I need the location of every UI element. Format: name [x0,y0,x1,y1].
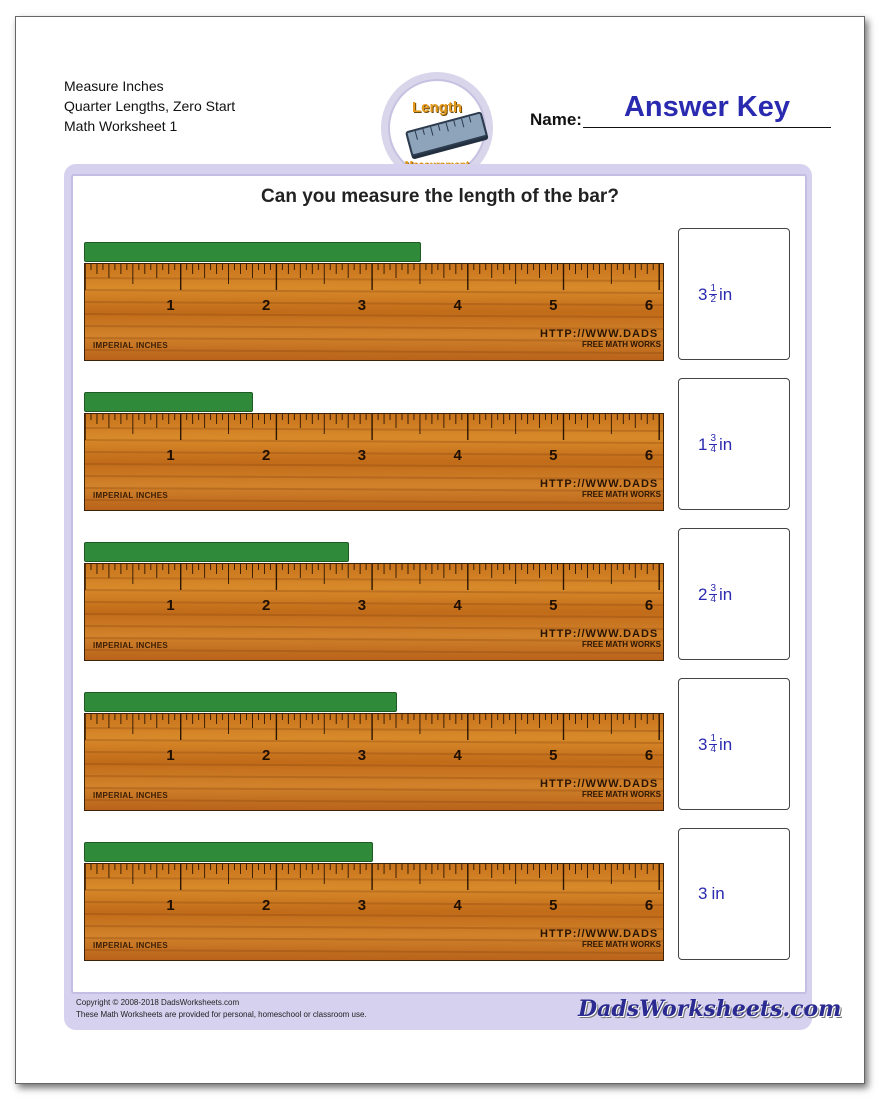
ruler [84,863,664,961]
ruler-number: 5 [549,597,558,614]
ruler-number: 4 [453,297,462,314]
ruler-number: 2 [262,297,271,314]
answer-whole: 1 [698,434,708,454]
footer-text [76,997,367,1021]
answer-unit: in [719,284,733,304]
copyright-text: Copyright © 2008-2018 DadsWorksheets.com [76,998,240,1007]
problem-row [84,692,794,826]
answer-box [678,678,790,810]
ruler [84,563,664,661]
measured-bar [84,542,349,562]
ruler-ticks [85,264,663,360]
ruler-caption: IMPERIAL INCHES [93,341,169,350]
answer-fraction [709,434,717,455]
fraction-numerator: 3 [710,433,717,444]
answer-value [698,584,732,605]
ruler-number: 2 [262,597,271,614]
fraction-numerator: 1 [710,733,717,744]
ruler-url-subtitle: FREE MATH WORKS [582,340,661,349]
fraction-denominator: 4 [710,444,717,455]
measured-bar [84,242,421,262]
ruler-icon [405,111,488,157]
ruler-number: 3 [357,897,367,914]
fraction-numerator: 3 [710,583,717,594]
ruler-ticks [85,714,663,810]
fraction-denominator: 4 [710,594,717,605]
problem-row [84,392,794,526]
ruler-number: 4 [453,597,462,614]
fraction-numerator: 1 [710,283,717,294]
ruler-number: 4 [453,447,462,464]
ruler [84,713,664,811]
ruler-caption: IMPERIAL INCHES [93,491,169,500]
ruler-number: 5 [549,447,558,464]
ruler-number: 1 [166,597,175,614]
ruler-caption: IMPERIAL INCHES [93,791,169,800]
ruler-number: 2 [262,897,271,914]
question-text: Can you measure the length of the bar? [261,186,619,207]
ruler-ticks [85,414,663,510]
fraction-denominator: 4 [710,744,717,755]
name-line [583,127,831,128]
measured-bar [84,392,253,412]
answer-whole: 3 [698,734,708,754]
answer-value [698,884,725,904]
ruler-number: 1 [166,297,175,314]
ruler-number: 4 [453,747,462,764]
problem-row [84,542,794,676]
ruler-number: 2 [262,447,271,464]
ruler-number: 6 [644,897,654,914]
answer-value [698,734,732,755]
header-subtitle: Quarter Lengths, Zero Start [64,98,236,114]
answer-value [698,434,732,455]
measured-bar [84,842,373,862]
answer-box [678,528,790,660]
ruler-number: 1 [166,897,175,914]
ruler-url-subtitle: FREE MATH WORKS [582,940,661,949]
measured-bar [84,692,397,712]
answer-whole: 3 [698,884,708,903]
answer-fraction [709,284,717,305]
problem-row [84,842,794,976]
ruler-number: 3 [357,297,367,314]
answer-fraction [709,734,717,755]
answer-box [678,378,790,510]
ruler-number: 5 [549,897,558,914]
answer-fraction [709,584,717,605]
ruler-number: 5 [549,297,558,314]
ruler-number: 6 [644,747,654,764]
ruler-ticks [85,564,663,660]
ruler-url: HTTP://WWW.DADS [540,928,659,940]
answer-whole: 3 [698,284,708,304]
ruler-number: 1 [166,747,175,764]
answer-value [698,284,732,305]
name-label: Name: [530,110,582,129]
ruler-number: 6 [644,297,654,314]
answer-unit: in [719,434,733,454]
worksheet-header [64,76,235,136]
dadsworksheets-logo: DadsWorksheets.com [578,996,842,1022]
problem-row [84,242,794,376]
ruler [84,263,664,361]
answer-key-title: Answer Key [623,91,790,123]
ruler-url-subtitle: FREE MATH WORKS [582,640,661,649]
ruler-ticks [85,864,663,960]
ruler-caption: IMPERIAL INCHES [93,941,169,950]
ruler-number: 3 [357,447,367,464]
ruler-number: 6 [644,597,654,614]
ruler-url: HTTP://WWW.DADS [540,628,659,640]
ruler-number: 4 [453,897,462,914]
ruler-number: 1 [166,447,175,464]
header-worksheet-number: Math Worksheet 1 [64,118,178,134]
usage-notice: These Math Worksheets are provided for personal, homeschool or classroom use. [76,1010,367,1019]
answer-unit: in [719,584,733,604]
ruler-url: HTTP://WWW.DADS [540,778,659,790]
ruler-url-subtitle: FREE MATH WORKS [582,490,661,499]
answer-whole: 2 [698,584,708,604]
answer-box [678,228,790,360]
header-title: Measure Inches [64,78,164,94]
ruler-number: 3 [357,747,367,764]
ruler [84,413,664,511]
answer-box [678,828,790,960]
ruler-number: 6 [644,447,654,464]
answer-unit: in [711,884,725,903]
badge-title: Length [412,99,462,116]
ruler-url-subtitle: FREE MATH WORKS [582,790,661,799]
ruler-number: 2 [262,747,271,764]
fraction-denominator: 2 [710,294,717,305]
ruler-number: 5 [549,747,558,764]
ruler-caption: IMPERIAL INCHES [93,641,169,650]
ruler-url: HTTP://WWW.DADS [540,478,659,490]
answer-unit: in [719,734,733,754]
ruler-url: HTTP://WWW.DADS [540,328,659,340]
ruler-number: 3 [357,597,367,614]
